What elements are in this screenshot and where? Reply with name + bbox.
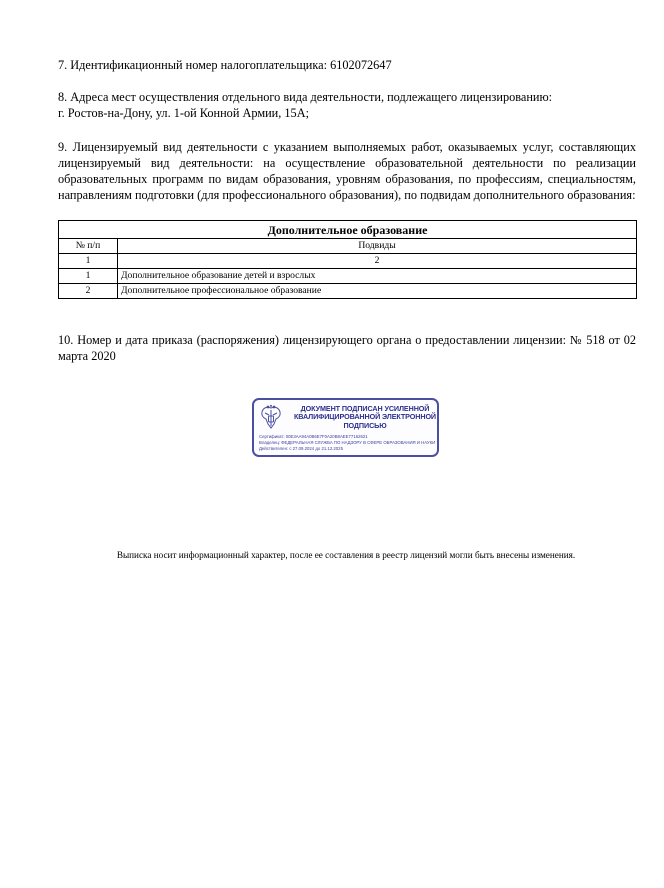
licensed-activity-paragraph: 9. Лицензируемый вид деятельности с указанием выполняемых работ, оказываемых услуг, составляющих лицензируемый вид деятельности: на осуществление образовательной деятельности по реализации образовательных программ по видам образования, уровням образования, по профессиям, специальностям, направлениям подготовки (для профессионального образования), по подвидам дополнительного образования: <box>58 140 636 202</box>
column-header-number: № п/п <box>59 239 118 254</box>
taxpayer-id-paragraph: 7. Идентификационный номер налогоплательщика: 6102072647 <box>58 58 392 72</box>
row-subtype: Дополнительное профессиональное образование <box>118 284 637 299</box>
table-title: Дополнительное образование <box>59 221 637 239</box>
row-number: 1 <box>59 269 118 284</box>
table-title-row <box>59 221 637 239</box>
activity-addresses-heading: 8. Адреса мест осуществления отдельного вида деятельности, подлежащего лицензированию: <box>58 90 553 104</box>
table-row <box>59 284 637 299</box>
table-row <box>59 269 637 284</box>
column-header-subtypes: Подвиды <box>118 239 637 254</box>
column-index-2: 2 <box>118 254 637 269</box>
activity-address: г. Ростов-на-Дону, ул. 1-ой Конной Армии, 15А; <box>58 106 309 120</box>
row-number: 2 <box>59 284 118 299</box>
stamp-details <box>259 434 439 452</box>
stamp-certificate: Сертификат: 00E3AA94A0B6E7F0A20B8AEE77162621 <box>259 434 368 439</box>
stamp-validity: Действителен: с 27.09.2024 до 21.12.2025 <box>259 446 343 451</box>
coat-of-arms-icon <box>259 404 283 432</box>
row-subtype: Дополнительное образование детей и взрослых <box>118 269 637 284</box>
stamp-heading: ДОКУМЕНТ ПОДПИСАН УСИЛЕННОЙ КВАЛИФИЦИРОВАННОЙ ЭЛЕКТРОННОЙ ПОДПИСЬЮ <box>293 404 437 430</box>
disclaimer-footer: Выписка носит информационный характер, после ее составления в реестр лицензий могли быть внесены изменения. <box>116 550 576 560</box>
education-subtypes-table <box>58 220 637 299</box>
electronic-signature-stamp <box>252 398 439 457</box>
column-index-1: 1 <box>59 254 118 269</box>
table-header-row <box>59 239 637 254</box>
license-order-paragraph: 10. Номер и дата приказа (распоряжения) лицензирующего органа о предоставлении лицензии: № 518 от 02 марта 2020 <box>58 333 636 363</box>
activity-addresses-paragraph <box>58 89 636 121</box>
table-index-row <box>59 254 637 269</box>
stamp-owner: Владелец: ФЕДЕРАЛЬНАЯ СЛУЖБА ПО НАДЗОРУ В СФЕРЕ ОБРАЗОВАНИЯ И НАУКИ <box>259 440 436 445</box>
